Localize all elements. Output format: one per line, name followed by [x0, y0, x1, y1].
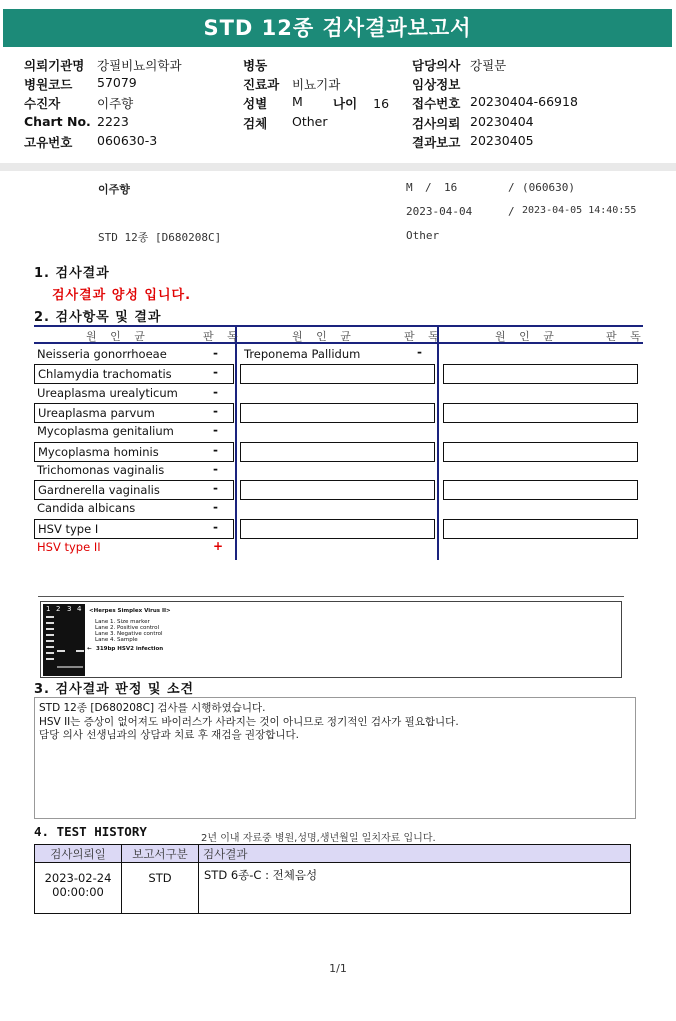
header-field — [24, 94, 134, 112]
header-field — [24, 114, 129, 129]
history-type: STD — [122, 863, 199, 914]
organism-result: - — [213, 365, 218, 379]
section-1-title: 1. 검사결과 — [34, 266, 110, 281]
page-number: 1/1 — [329, 962, 347, 975]
organism-row — [34, 519, 234, 539]
history-date: 2023-02-24 — [44, 871, 112, 885]
header-field — [24, 133, 158, 151]
summary-slash: / — [508, 181, 515, 194]
lane-number: 4 — [77, 605, 82, 613]
lane-number: 1 — [46, 605, 51, 613]
header-value: 20230405 — [470, 133, 534, 148]
header-label: 고유번호 — [24, 135, 73, 150]
organism-row — [34, 403, 234, 423]
gel-legend-item: Lane 3. Negative control — [95, 631, 163, 637]
header-label: 검체 — [243, 116, 268, 131]
organism-result: - — [213, 404, 218, 418]
result-header: 판 독 — [404, 330, 444, 343]
organism-result: - — [213, 520, 218, 534]
organism-header: 원 인 균 — [495, 330, 559, 343]
lane-number: 3 — [67, 605, 72, 613]
marker-band — [46, 634, 54, 636]
header-value: 강필문 — [470, 58, 507, 73]
gel-legend-item: Lane 1. Size marker — [95, 619, 150, 625]
sample-band — [76, 650, 84, 652]
header-label: 수진자 — [24, 96, 61, 111]
header-value: 57079 — [97, 75, 137, 90]
organism-name: Trichomonas vaginalis — [37, 463, 165, 477]
age-field — [333, 94, 389, 112]
header-label: 접수번호 — [412, 96, 461, 111]
gel-band-label: 319bp HSV2 infection — [96, 646, 164, 652]
marker-band — [46, 646, 54, 648]
gel-legend-item: Lane 2. Positive control — [95, 625, 160, 631]
header-label: 병동 — [243, 58, 268, 73]
header-field — [24, 75, 137, 93]
organism-row — [34, 422, 234, 442]
opinion-box — [34, 697, 636, 819]
header-label: Chart No. — [24, 114, 91, 129]
organism-result: - — [213, 346, 218, 360]
organism-result: - — [213, 385, 218, 399]
empty-result-cell — [443, 480, 638, 500]
opinion-line: HSV II는 증상이 없어져도 바이러스가 사라지는 것이 아니므로 정기적인 검사가 필요합니다. — [39, 715, 459, 728]
header-field — [412, 94, 578, 112]
header-field — [243, 75, 341, 93]
header-field — [412, 56, 507, 74]
section-3-title: 3. 검사결과 판정 및 소견 — [34, 682, 195, 697]
header-field — [24, 56, 182, 74]
header-label: 담당의사 — [412, 58, 461, 73]
lane-number: 2 — [56, 605, 61, 613]
header-label: 성별 — [243, 96, 268, 111]
summary-test: STD 12종 [D680208C] — [98, 231, 222, 244]
opinion-line: STD 12종 [D680208C] 검사를 시행하였습니다. — [39, 702, 266, 714]
organism-result: - — [213, 481, 218, 495]
header-label: 결과보고 — [412, 135, 461, 150]
organism-result: - — [213, 500, 218, 514]
history-table — [34, 844, 631, 914]
organism-name: Treponema Pallidum — [244, 347, 361, 361]
summary-request-date: 2023-04-04 — [406, 205, 473, 218]
history-date-cell — [35, 863, 122, 914]
empty-result-cell — [443, 442, 638, 462]
header-label: 검사의뢰 — [412, 116, 461, 131]
positive-control-band — [57, 650, 65, 652]
marker-band — [46, 652, 54, 654]
empty-result-cell — [443, 364, 638, 384]
empty-result-cell — [240, 364, 435, 384]
summary-slash: / — [508, 205, 515, 218]
summary-slash: / — [425, 181, 432, 194]
organism-header: 원 인 균 — [292, 330, 356, 343]
history-header-type: 보고서구분 — [122, 845, 199, 863]
header-field — [243, 94, 303, 112]
organism-row — [34, 345, 234, 365]
header-value: 비뇨기과 — [292, 77, 341, 92]
header-value: 강필비뇨의학과 — [97, 58, 182, 73]
positive-result-text: 검사결과 양성 입니다. — [52, 288, 192, 303]
summary-age: 16 — [444, 181, 458, 194]
organism-result: - — [213, 443, 218, 457]
organism-row — [34, 442, 234, 462]
empty-result-cell — [240, 403, 435, 423]
organism-name: Neisseria gonorrhoeae — [37, 347, 167, 361]
organism-name: Mycoplasma hominis — [38, 445, 159, 459]
gel-title: <Herpes Simplex Virus II> — [89, 608, 171, 614]
history-note: 2년 이내 자료중 병원,성명,생년월일 일치자료 입니다. — [201, 833, 436, 844]
table-column-divider — [437, 327, 439, 560]
gel-electrophoresis-image — [40, 601, 622, 678]
marker-band — [46, 616, 54, 618]
marker-band — [46, 658, 54, 660]
history-time: 00:00:00 — [52, 885, 104, 899]
header-value: 이주향 — [97, 96, 134, 111]
organism-name: HSV type II — [37, 540, 101, 554]
organism-name: Candida albicans — [37, 501, 136, 515]
organism-row — [34, 480, 234, 500]
header-value: Other — [292, 114, 328, 129]
header-label: 임상정보 — [412, 77, 461, 92]
marker-band — [46, 622, 54, 624]
organism-header: 원 인 균 — [86, 330, 150, 343]
header-value: M — [292, 94, 303, 109]
section-2-title: 2. 검사항목 및 결과 — [34, 310, 162, 325]
summary-specimen: Other — [406, 229, 440, 242]
summary-gender: M — [406, 181, 413, 194]
header-field — [412, 114, 534, 132]
organism-result: - — [213, 462, 218, 476]
organism-row — [34, 384, 234, 404]
summary-id: (060630) — [522, 181, 575, 194]
header-field — [412, 75, 460, 93]
header-label: 병원코드 — [24, 77, 73, 92]
header-value: 2223 — [97, 114, 129, 129]
organism-row — [34, 461, 234, 481]
divider — [0, 163, 676, 171]
gel-band-arrow: ← — [87, 646, 92, 652]
age-value: 16 — [373, 96, 390, 111]
history-header-result: 검사결과 — [199, 845, 631, 863]
table-top-line — [34, 325, 643, 327]
header-value: 20230404 — [470, 114, 534, 129]
header-value: 060630-3 — [97, 133, 158, 148]
marker-band — [46, 640, 54, 642]
section-4-title: 4. TEST HISTORY — [34, 824, 147, 839]
organism-name: Mycoplasma genitalium — [37, 424, 174, 438]
result-header: 판 독 — [606, 330, 646, 343]
age-label: 나이 — [333, 96, 358, 111]
organism-name: Ureaplasma urealyticum — [37, 386, 178, 400]
header-field — [243, 56, 267, 74]
header-field — [243, 114, 328, 132]
opinion-line: 담당 의사 선생님과의 상담과 치료 후 재검을 권장합니다. — [39, 729, 299, 741]
summary-report-datetime: 2023-04-05 14:40:55 — [522, 205, 637, 216]
summary-name: 이주향 — [98, 183, 130, 196]
organism-row — [34, 499, 234, 519]
organism-name: Chlamydia trachomatis — [38, 367, 172, 381]
primer-band — [57, 666, 83, 668]
gel-image — [43, 604, 85, 676]
organism-row — [34, 364, 234, 384]
history-row — [35, 863, 631, 914]
empty-result-cell — [443, 403, 638, 423]
history-header-date: 검사의뢰일 — [35, 845, 122, 863]
report-title: STD 12종 검사결과보고서 — [3, 9, 672, 47]
table-column-divider — [235, 327, 237, 560]
header-label: 진료과 — [243, 77, 280, 92]
organism-result: + — [213, 539, 224, 553]
organism-result: - — [213, 423, 218, 437]
organism-name: HSV type I — [38, 522, 99, 536]
history-header-row — [35, 845, 631, 863]
empty-result-cell — [240, 442, 435, 462]
empty-result-cell — [240, 480, 435, 500]
history-result: STD 6종-C : 전체음성 — [199, 863, 631, 914]
organism-name: Ureaplasma parvum — [38, 406, 155, 420]
marker-band — [46, 628, 54, 630]
empty-result-cell — [443, 519, 638, 539]
gel-frame-line — [38, 596, 624, 597]
organism-row — [34, 538, 234, 558]
gel-legend-item: Lane 4. Sample — [95, 637, 138, 643]
empty-result-cell — [240, 519, 435, 539]
organism-result: - — [417, 345, 422, 359]
result-header: 판 독 — [203, 330, 243, 343]
header-value: 20230404-66918 — [470, 94, 578, 109]
header-label: 의뢰기관명 — [24, 58, 85, 73]
organism-name: Gardnerella vaginalis — [38, 483, 160, 497]
header-field — [412, 133, 534, 151]
